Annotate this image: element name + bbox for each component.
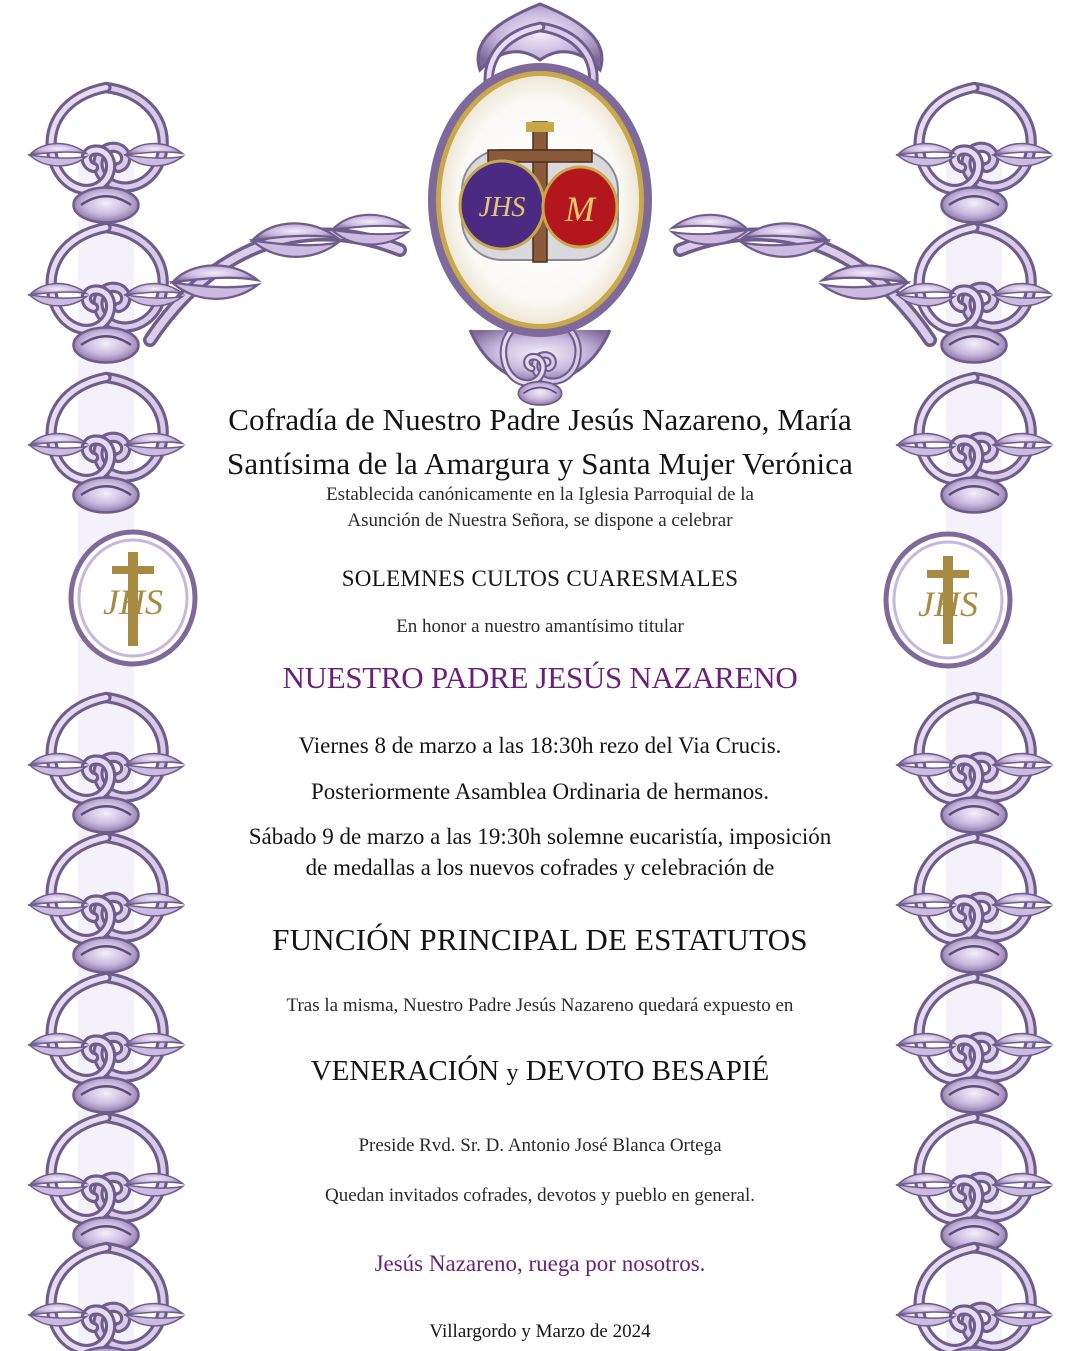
- event-viernes: Viernes 8 de marzo a las 18:30h rezo del Via Crucis.: [298, 733, 782, 758]
- confraternity-title: [0, 398, 1080, 486]
- prayer-line: Jesús Nazareno, ruega por nosotros.: [374, 1251, 706, 1276]
- column-scroll-ornament: [919, 88, 1031, 223]
- emblem-medallion: [428, 63, 652, 337]
- column-leaf-ornament: [30, 284, 87, 306]
- column-leaf-ornament: [126, 284, 183, 306]
- veneracion-part-b: DEVOTO BESAPIÉ: [525, 1055, 770, 1087]
- ihs-monogram-icon: [460, 161, 544, 249]
- cultos-heading: SOLEMNES CULTOS CUARESMALES: [341, 566, 739, 591]
- column-leaf-ornament: [30, 894, 87, 916]
- left-ihs-jewel: [71, 532, 195, 664]
- honor-line: En honor a nuestro amantísimo titular: [396, 616, 684, 637]
- column-leaf-ornament: [994, 894, 1051, 916]
- marian-monogram-icon: [543, 167, 617, 247]
- event-sabado-line-1: Sábado 9 de marzo a las 19:30h solemne eucaristía, imposición: [248, 824, 832, 849]
- badge-left-monogram: JHS: [478, 192, 526, 223]
- event-sabado-line-2: de medallas a los nuevos cofrades y celebración de: [305, 855, 775, 880]
- title-line-2: Santísima de la Amargura y Santa Mujer Verónica: [227, 446, 853, 481]
- veneracion-part-a: VENERACIÓN: [310, 1055, 500, 1087]
- badge-right-monogram: M: [565, 189, 595, 229]
- right-ihs-monogram: JHS: [918, 584, 978, 624]
- column-leaf-ornament: [898, 894, 955, 916]
- column-leaf-ornament: [126, 144, 183, 166]
- place-date-line: Villargordo y Marzo de 2024: [429, 1321, 651, 1342]
- right-ihs-jewel: [886, 534, 1010, 666]
- column-leaf-ornament: [30, 144, 87, 166]
- invitation-line: Quedan invitados cofrades, devotos y pueblo en general.: [324, 1185, 755, 1206]
- subtitle-line-2: Asunción de Nuestra Señora, se dispone a celebrar: [347, 510, 733, 531]
- column-scroll-ornament: [51, 88, 163, 223]
- veneracion-heading: [0, 1051, 1080, 1093]
- veneracion-conjunction: y: [506, 1060, 519, 1086]
- column-leaf-ornament: [126, 894, 183, 916]
- event-asamblea: Posteriormente Asamblea Ordinaria de hermanos.: [311, 779, 769, 804]
- funcion-heading: FUNCIÓN PRINCIPAL DE ESTATUTOS: [272, 922, 808, 957]
- establishment-subtitle: [0, 482, 1080, 534]
- column-leaf-ornament: [994, 284, 1051, 306]
- column-leaf-ornament: [898, 144, 955, 166]
- event-sabado: [0, 821, 1080, 883]
- title-line-1: Cofradía de Nuestro Padre Jesús Nazareno, María: [228, 402, 852, 437]
- titular-heading: NUESTRO PADRE JESÚS NAZARENO: [282, 660, 798, 695]
- preside-line: Preside Rvd. Sr. D. Antonio José Blanca Ortega: [358, 1135, 722, 1156]
- subtitle-line-1: Establecida canónicamente en la Iglesia Parroquial de la: [326, 484, 754, 505]
- column-leaf-ornament: [994, 144, 1051, 166]
- tras-line: Tras la misma, Nuestro Padre Jesús Nazareno quedará expuesto en: [286, 995, 794, 1016]
- left-ihs-monogram: JHS: [103, 582, 163, 622]
